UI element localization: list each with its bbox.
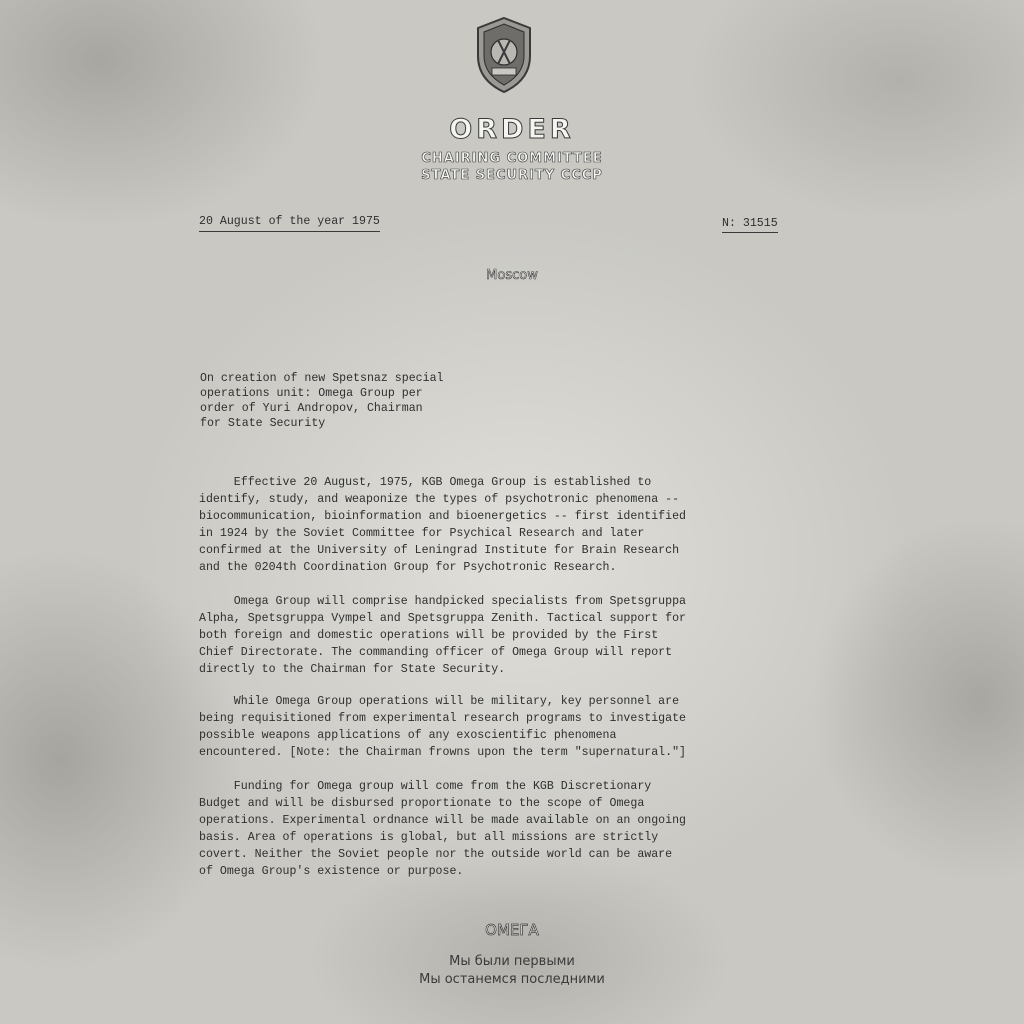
motto-line-1: Мы были первыми (449, 954, 575, 969)
committee-line: CHAIRING COMMITTEE (421, 151, 603, 166)
order-number: N: 31515 (722, 215, 778, 233)
omega-signature: ОМЕГА (485, 921, 539, 939)
body-paragraph: Effective 20 August, 1975, KGB Omega Group is established to identify, study, and weaponize the types of psychotronic phenomena -- biocommunication, bioinformation and bioenergetics -- first identified in 1924 by the Soviet Committee for Psychical Research and later confirmed at the University of Leningrad Institute for Brain Research and the 0204th Coordination Group for Psychotronic Research. (199, 476, 687, 574)
order-subject: On creation of new Spetsnaz special operations unit: Omega Group per order of Yuri Andropov, Chairman for State Security (200, 372, 444, 430)
motto-line-2: Мы останемся последними (419, 972, 605, 987)
order-title: ORDER (449, 114, 575, 145)
state-security-line: STATE SECURITY CCCP (421, 168, 603, 183)
order-date: 20 August of the year 1975 (199, 213, 380, 232)
body-paragraph: Funding for Omega group will come from the KGB Discretionary Budget and will be disbursed proportionate to the scope of Omega operations. Experimental ordnance will be made available on an ongoing basis. Area of operations is global, but all missions are strictly covert. Neither the Soviet people nor the outside world can be aware of Omega Group's existence or purpose. (199, 780, 687, 878)
body-paragraph: Omega Group will comprise handpicked specialists from Spetsgruppa Alpha, Spetsgruppa Vympel and Spetsgruppa Zenith. Tactical support for both foreign and domestic operations will be provided by the First Chief Directorate. The commanding officer of Omega Group will report directly to the Chairman for State Security. (199, 595, 687, 676)
city-label: Moscow (486, 268, 538, 283)
kgb-shield-emblem-icon (470, 16, 538, 94)
body-paragraph: While Omega Group operations will be military, key personnel are being requisitioned from experimental research programs to investigate possible weapons applications of any exoscientific phenomena encountered. [Note: the Chairman frowns upon the term "supernatural."] (199, 695, 687, 759)
